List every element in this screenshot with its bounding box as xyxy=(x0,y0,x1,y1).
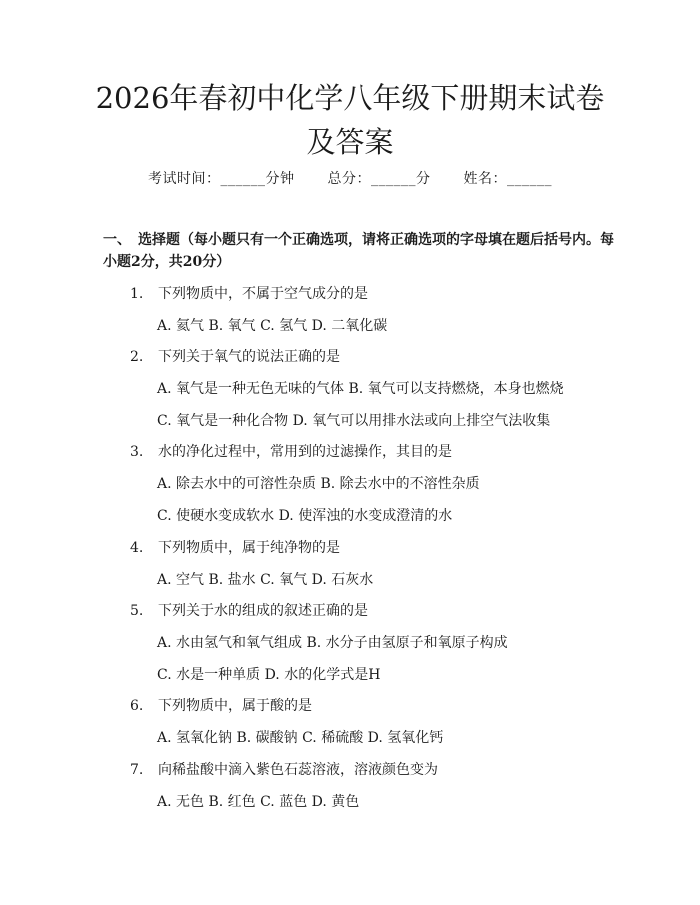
question-3-options-row-1: A. 除去水中的可溶性杂质 B. 除去水中的不溶性杂质 xyxy=(157,476,480,492)
question-7-options: A. 无色 B. 红色 C. 蓝色 D. 黄色 xyxy=(157,794,360,810)
section-heading: 一、 选择题（每小题只有一个正确选项，请将正确选项的字母填在题后括号内。每小题2分，共20分） xyxy=(103,232,614,270)
question-1-options: A. 氦气 B. 氧气 C. 氢气 D. 二氧化碳 xyxy=(157,318,388,334)
exam-info-line xyxy=(0,168,700,188)
question-stem: 下列关于水的组成的叙述正确的是 xyxy=(158,603,368,619)
question-number: 1. xyxy=(130,286,144,302)
question-number: 2. xyxy=(130,349,144,365)
question-5 xyxy=(130,600,368,620)
question-number: 5. xyxy=(130,603,144,619)
question-5-options-row-1: A. 水由氢气和氧气组成 B. 水分子由氢原子和氧原子构成 xyxy=(157,635,508,651)
question-number: 6. xyxy=(130,698,144,714)
question-number: 7. xyxy=(130,762,144,778)
question-stem: 下列物质中，属于酸的是 xyxy=(158,698,312,714)
question-6 xyxy=(130,695,312,715)
exam-name-field: 姓名：______ xyxy=(463,171,552,187)
question-2-options-row-1: A. 氧气是一种无色无味的气体 B. 氧气可以支持燃烧，本身也燃烧 xyxy=(157,381,564,397)
question-6-options: A. 氢氧化钠 B. 碳酸钠 C. 稀硫酸 D. 氢氧化钙 xyxy=(157,730,444,746)
question-2 xyxy=(130,346,340,366)
page-title: 2026年春初中化学八年级下册期末试卷及答案 xyxy=(95,81,605,159)
question-7 xyxy=(130,759,438,779)
question-stem: 下列关于氧气的说法正确的是 xyxy=(158,349,340,365)
question-number: 4. xyxy=(130,540,144,556)
question-3-options-row-2: C. 使硬水变成软水 D. 使浑浊的水变成澄清的水 xyxy=(157,508,453,524)
question-stem: 下列物质中，属于纯净物的是 xyxy=(158,540,340,556)
question-stem: 水的净化过程中，常用到的过滤操作，其目的是 xyxy=(158,444,452,460)
exam-time-field: 考试时间：______分钟 xyxy=(148,171,295,187)
question-4-options: A. 空气 B. 盐水 C. 氧气 D. 石灰水 xyxy=(157,572,374,588)
question-number: 3. xyxy=(130,444,144,460)
question-5-options-row-2: C. 水是一种单质 D. 水的化学式是H xyxy=(157,667,381,683)
question-2-options-row-2: C. 氧气是一种化合物 D. 氧气可以用排水法或向上排空气法收集 xyxy=(157,413,551,429)
question-stem: 向稀盐酸中滴入紫色石蕊溶液，溶液颜色变为 xyxy=(158,762,438,778)
question-4 xyxy=(130,537,340,557)
exam-score-field: 总分：______分 xyxy=(327,171,431,187)
question-3 xyxy=(130,441,452,461)
question-1 xyxy=(130,283,368,303)
question-stem: 下列物质中，不属于空气成分的是 xyxy=(158,286,368,302)
